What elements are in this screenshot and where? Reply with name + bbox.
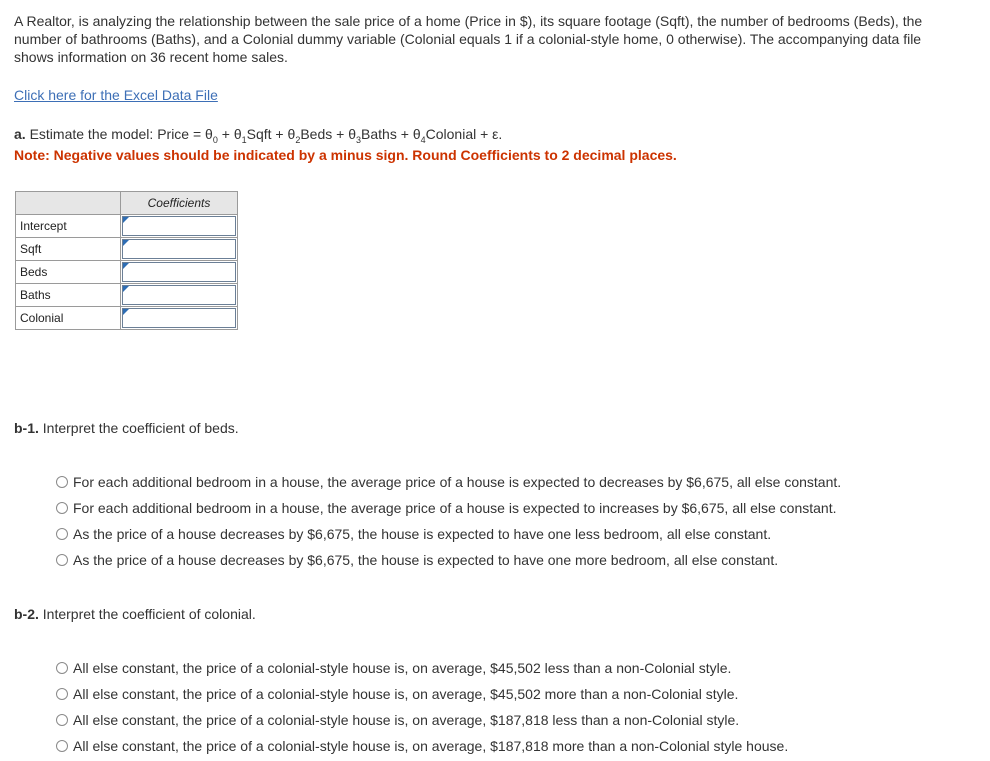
part-a-prompt: a. Estimate the model: Price = $\theta_0$ + $\theta_1Sqft$ + $\theta_2Beds$ + $\theta_3Baths$ + $\theta_4Colonial + \varepsilon$. <box>14 126 503 145</box>
coefficients-table <box>15 191 238 330</box>
b1-option-4[interactable]: As the price of a house decreases by $6,675, the house is expected to have one more bedroom, all else constant. <box>56 552 778 568</box>
input-marker-icon <box>123 217 129 223</box>
table-row <box>16 284 238 307</box>
radio-button[interactable] <box>56 688 68 700</box>
row-label-beds: Beds <box>16 261 121 284</box>
intercept-coefficient-input[interactable] <box>122 216 236 236</box>
radio-button[interactable] <box>56 502 68 514</box>
radio-button[interactable] <box>56 740 68 752</box>
b2-option-4[interactable]: All else constant, the price of a colonial-style house is, on average, $187,818 more than a non-Colonial style house. <box>56 738 788 754</box>
row-label-sqft: Sqft <box>16 238 121 261</box>
colonial-coefficient-input[interactable] <box>122 308 236 328</box>
excel-data-link[interactable]: Click here for the Excel Data File <box>14 87 218 103</box>
baths-coefficient-input[interactable] <box>122 285 236 305</box>
table-corner <box>16 192 121 215</box>
question-b2: b-2. Interpret the coefficient of colonial. <box>14 606 256 622</box>
radio-button[interactable] <box>56 528 68 540</box>
b2-option-3[interactable]: All else constant, the price of a colonial-style house is, on average, $187,818 less than a non-Colonial style. <box>56 712 739 728</box>
input-marker-icon <box>123 240 129 246</box>
radio-button[interactable] <box>56 662 68 674</box>
b1-option-2[interactable]: For each additional bedroom in a house, the average price of a house is expected to increases by $6,675, all else constant. <box>56 500 836 516</box>
input-marker-icon <box>123 309 129 315</box>
table-row <box>16 238 238 261</box>
b1-option-1[interactable]: For each additional bedroom in a house, the average price of a house is expected to decreases by $6,675, all else constant. <box>56 474 841 490</box>
b2-option-2[interactable]: All else constant, the price of a colonial-style house is, on average, $45,502 more than a non-Colonial style. <box>56 686 738 702</box>
table-row <box>16 215 238 238</box>
row-label-intercept: Intercept <box>16 215 121 238</box>
sqft-coefficient-input[interactable] <box>122 239 236 259</box>
part-a-label: a. <box>14 126 26 142</box>
b1-option-3[interactable]: As the price of a house decreases by $6,675, the house is expected to have one less bedroom, all else constant. <box>56 526 771 542</box>
table-row <box>16 307 238 330</box>
input-marker-icon <box>123 263 129 269</box>
radio-button[interactable] <box>56 476 68 488</box>
problem-intro: A Realtor, is analyzing the relationship between the sale price of a home (Price in $), its square footage (Sqft), the number of bedrooms (Beds), the number of bathrooms (Baths), and a Colonial dummy variable (Colonial equals 1 if a colonial-style home, 0 otherwise). The accompanying data file shows information on 36 recent home sales. <box>14 13 923 65</box>
question-b1: b-1. Interpret the coefficient of beds. <box>14 420 239 436</box>
row-label-baths: Baths <box>16 284 121 307</box>
beds-coefficient-input[interactable] <box>122 262 236 282</box>
row-label-colonial: Colonial <box>16 307 121 330</box>
radio-button[interactable] <box>56 554 68 566</box>
rounding-note: Note: Negative values should be indicated by a minus sign. Round Coefficients to 2 decimal places. <box>14 147 677 163</box>
table-row <box>16 261 238 284</box>
coefficients-header: Coefficients <box>121 192 238 215</box>
b2-option-1[interactable]: All else constant, the price of a colonial-style house is, on average, $45,502 less than a non-Colonial style. <box>56 660 731 676</box>
input-marker-icon <box>123 286 129 292</box>
radio-button[interactable] <box>56 714 68 726</box>
